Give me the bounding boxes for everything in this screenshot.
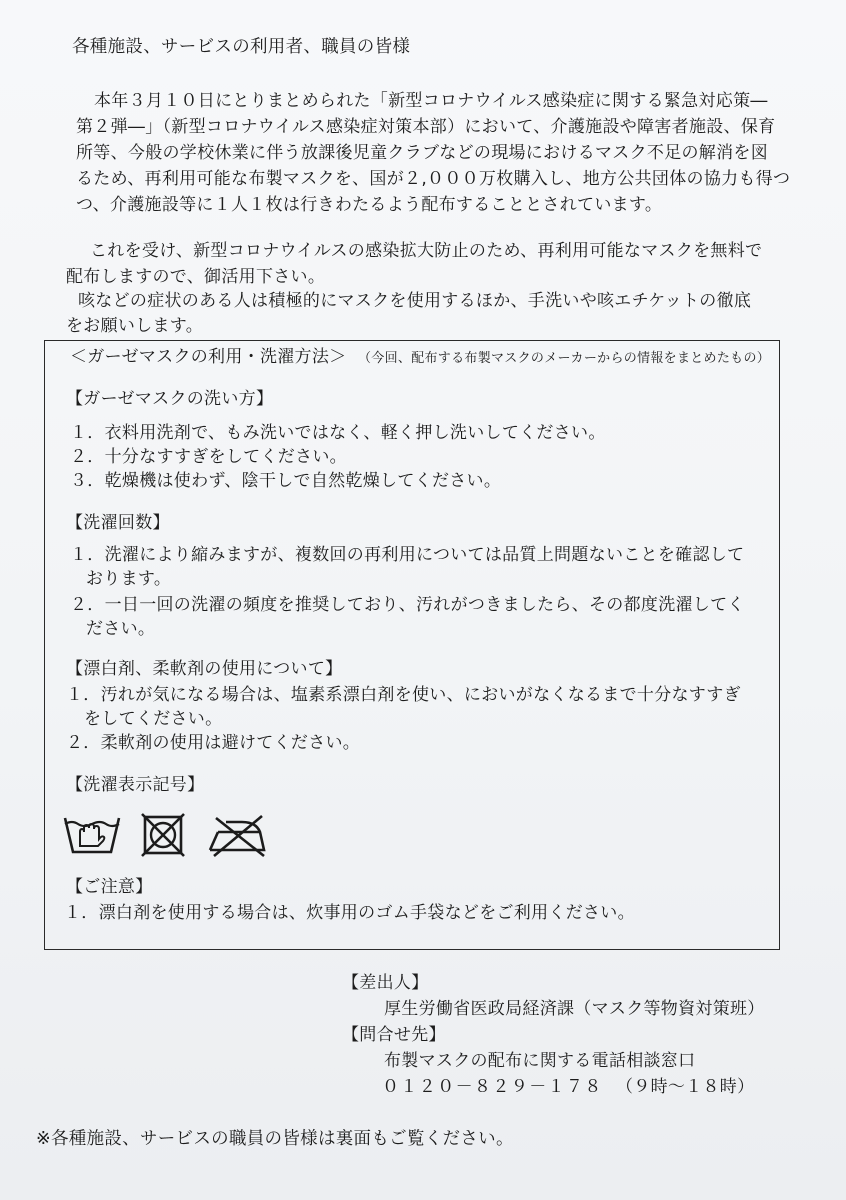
bleach-line: １．汚れが気になる場合は、塩素系漂白剤を使い、においがなくなるまで十分なすすぎ (66, 685, 741, 705)
paragraph-2-line: をお願いします。 (66, 316, 204, 336)
hand-wash-icon (62, 812, 122, 858)
paragraph-1-line: 本年３月１０日にとりまとめられた「新型コロナウイルス感染症に関する緊急対応策― (94, 91, 768, 111)
contact-phone: ０１２０－８２９－１７８ (382, 1077, 603, 1097)
footer-note: ※各種施設、サービスの職員の皆様は裏面もご覧ください。 (36, 1129, 514, 1149)
bleach-line: ２．柔軟剤の使用は避けてください。 (66, 733, 361, 753)
contact-hours: （９時～１８時） (616, 1077, 755, 1097)
washing-item: １．衣料用洗剤で、もみ洗いではなく、軽く押し洗いしてください。 (70, 423, 606, 443)
sender-name: 厚生労働省医政局経済課（マスク等物資対策班） (384, 999, 765, 1019)
no-iron-icon (204, 812, 272, 858)
paragraph-1-line: 第２弾―」（新型コロナウイルス感染症対策本部）において、介護施設や障害者施設、保育 (76, 117, 776, 137)
paragraph-2-line: 配布しますので、御活用下さい。 (66, 267, 326, 287)
wash-count-line: ２．一日一回の洗濯の頻度を推奨しており、汚れがつきましたら、その都度洗濯してく (70, 595, 745, 615)
box-subtitle: （今回、配布する布製マスクのメーカーからの情報をまとめたもの） (358, 351, 771, 366)
symbols-heading: 【洗濯表示記号】 (66, 775, 205, 795)
paragraph-1-line: つ、介護施設等に１人１枚は行きわたるよう配布することとされています。 (76, 195, 663, 215)
wash-count-heading: 【洗濯回数】 (66, 513, 170, 533)
paragraph-2-line: これを受け、新型コロナウイルスの感染拡大防止のため、再利用可能なマスクを無料で (90, 241, 763, 261)
washing-item: ２．十分なすすぎをしてください。 (70, 447, 347, 467)
paragraph-2-line: 咳などの症状のある人は積極的にマスクを使用するほか、手洗いや咳エチケットの徹底 (78, 291, 752, 311)
salutation: 各種施設、サービスの利用者、職員の皆様 (72, 37, 411, 57)
wash-count-line: ださい。 (86, 619, 156, 639)
contact-label: 【問合せ先】 (342, 1025, 446, 1045)
laundry-symbols (62, 812, 282, 862)
sender-label: 【差出人】 (342, 973, 429, 993)
bleach-line: をしてください。 (84, 709, 223, 729)
contact-name: 布製マスクの配布に関する電話相談窓口 (384, 1051, 696, 1071)
bleach-heading: 【漂白剤、柔軟剤の使用について】 (66, 659, 343, 679)
no-tumble-dry-icon (140, 812, 186, 858)
paragraph-1-line: 所等、今般の学校休業に伴う放課後児童クラブなどの現場におけるマスク不足の解消を図 (76, 143, 768, 163)
caution-item: １．漂白剤を使用する場合は、炊事用のゴム手袋などをご利用ください。 (64, 903, 635, 923)
wash-count-line: おります。 (86, 569, 172, 589)
paragraph-1-line: るため、再利用可能な布製マスクを、国が２,０００万枚購入し、地方公共団体の協力も得つ (76, 169, 791, 189)
box-title: ＜ガーゼマスクの利用・洗濯方法＞ (70, 347, 347, 367)
caution-heading: 【ご注意】 (66, 877, 153, 897)
washing-item: ３．乾燥機は使わず、陰干しで自然乾燥してください。 (70, 471, 502, 491)
washing-heading: 【ガーゼマスクの洗い方】 (66, 389, 274, 409)
wash-count-line: １．洗濯により縮みますが、複数回の再利用については品質上問題ないことを確認して (70, 545, 745, 565)
